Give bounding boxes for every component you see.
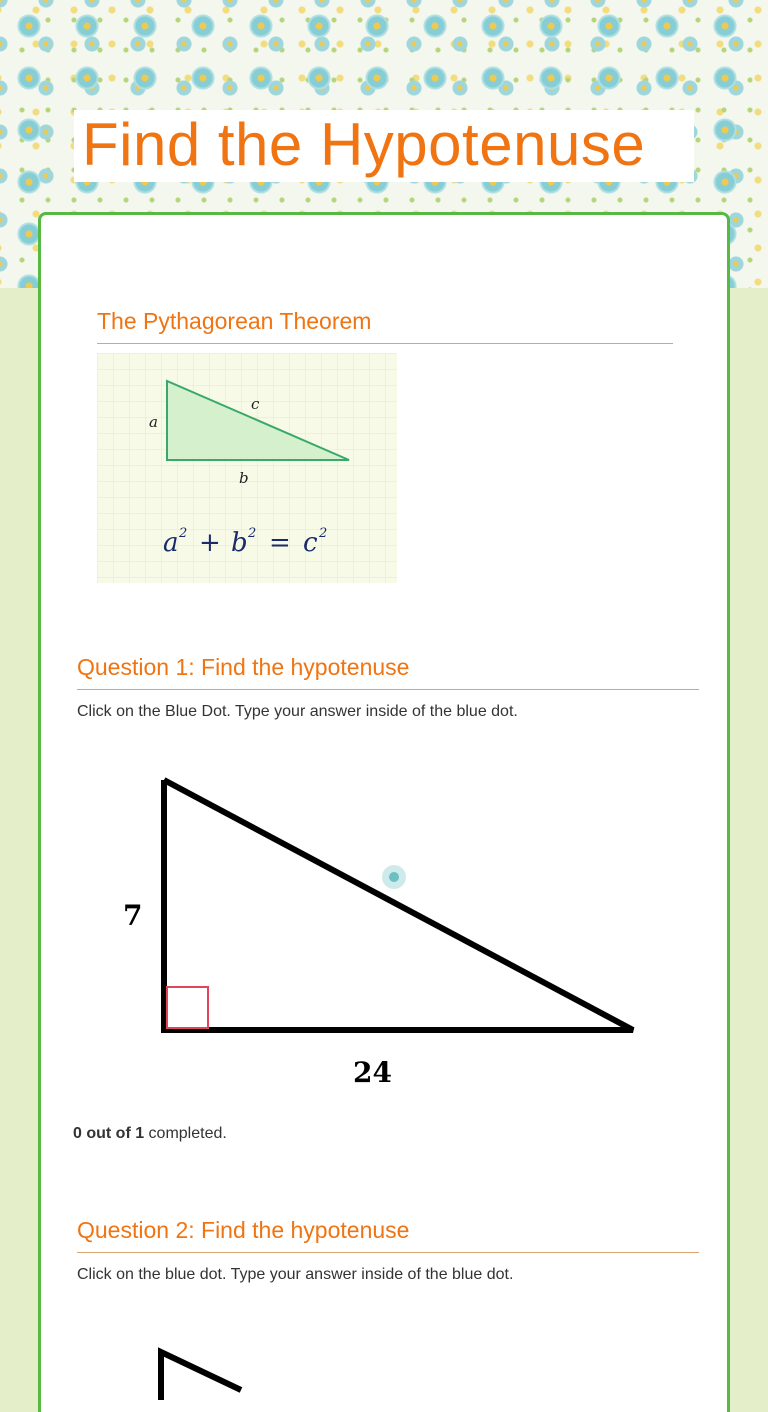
answer-dot[interactable] bbox=[382, 865, 406, 889]
progress-suffix: completed. bbox=[144, 1125, 227, 1142]
formula-c-exp: 2 bbox=[319, 526, 328, 541]
formula-a-exp: 2 bbox=[179, 526, 188, 541]
label-c: c bbox=[251, 395, 260, 413]
pythagorean-theorem-image bbox=[97, 353, 397, 583]
formula-equals: = bbox=[269, 528, 291, 558]
formula-a: a bbox=[163, 528, 179, 558]
question-2-instruction: Click on the blue dot. Type your answer inside of the blue dot. bbox=[77, 1266, 514, 1283]
question-1-triangle-diagram bbox=[101, 760, 651, 1090]
label-a: a bbox=[149, 413, 158, 431]
label-b: b bbox=[239, 469, 249, 487]
formula-plus: + bbox=[199, 528, 221, 558]
question-1-triangle bbox=[164, 780, 633, 1030]
page-title: Find the Hypotenuse bbox=[82, 111, 646, 178]
formula-b-exp: 2 bbox=[248, 526, 257, 541]
side-vertical-label: 7 bbox=[123, 899, 143, 932]
question-1-title: Question 1: Find the hypotenuse bbox=[77, 653, 699, 690]
title-band bbox=[74, 110, 694, 182]
side-horizontal-label: 24 bbox=[353, 1056, 392, 1089]
question-2-triangle bbox=[161, 1352, 241, 1400]
question-2-title: Question 2: Find the hypotenuse bbox=[77, 1216, 699, 1253]
formula-b: b bbox=[231, 528, 248, 558]
theorem-section-title: The Pythagorean Theorem bbox=[97, 307, 673, 344]
right-angle-marker bbox=[167, 987, 208, 1028]
formula-c: c bbox=[303, 528, 318, 558]
worksheet-content bbox=[38, 212, 730, 1412]
question-1-instruction: Click on the Blue Dot. Type your answer inside of the blue dot. bbox=[77, 703, 518, 720]
progress-text bbox=[73, 1125, 227, 1143]
question-2-triangle-diagram bbox=[151, 1340, 351, 1400]
progress-count: 0 out of 1 bbox=[73, 1125, 145, 1142]
